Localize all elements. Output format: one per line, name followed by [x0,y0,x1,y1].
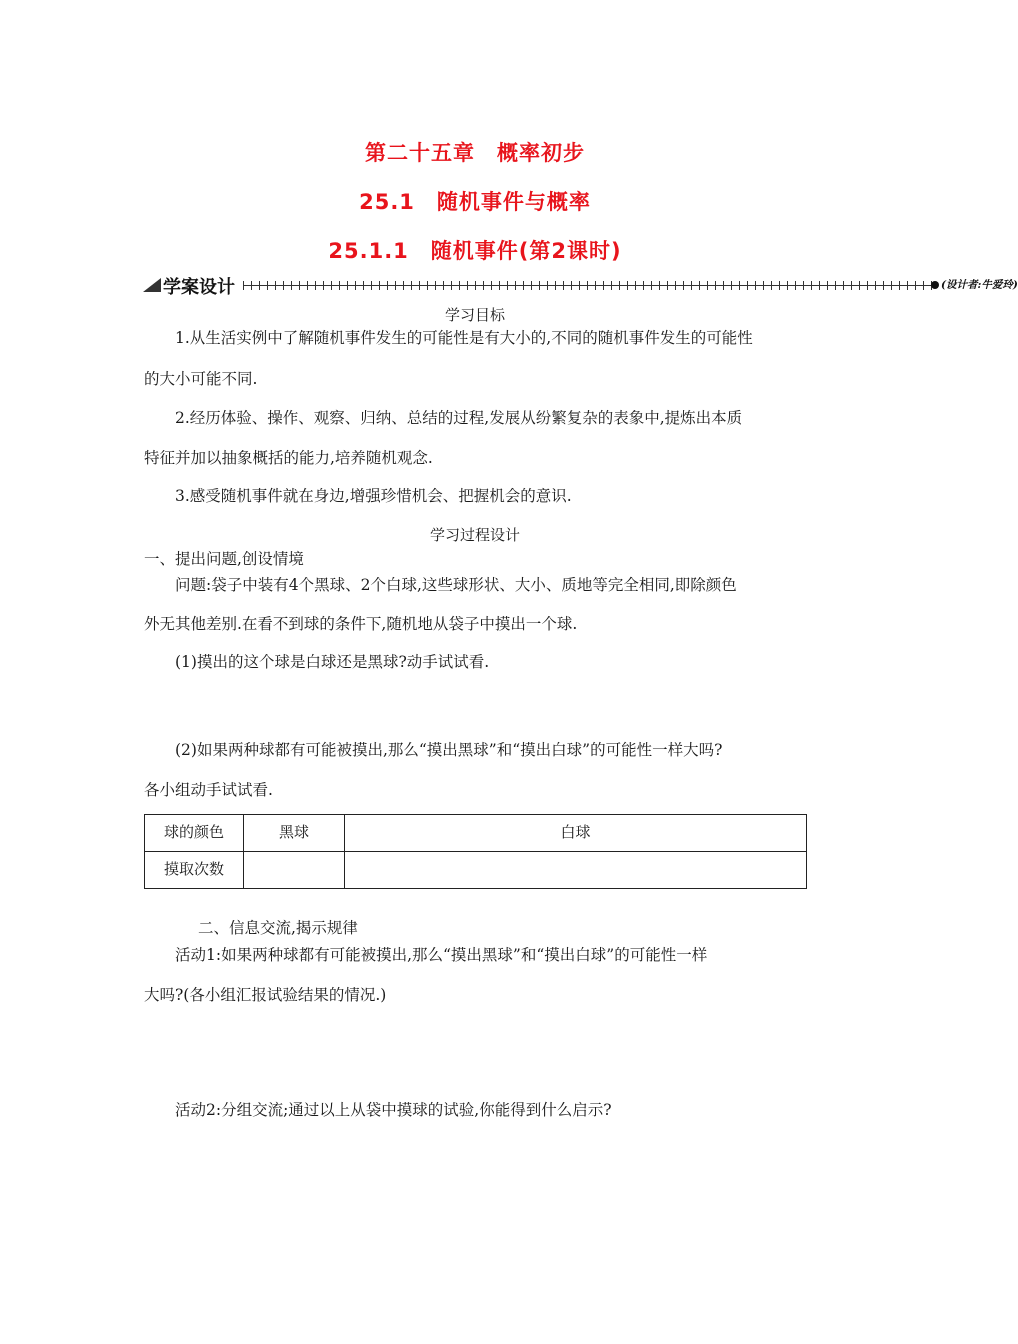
question-2-line-2: 各小组动手试试看. [144,781,273,799]
problem-line-2: 外无其他差别.在看不到球的条件下,随机地从袋子中摸出一个球. [144,615,578,633]
objective-3: 3.感受随机事件就在身边,增强珍惜机会、把握机会的意识. [175,487,572,505]
activity-2: 活动2:分组交流;通过以上从袋中摸球的试验,你能得到什么启示? [175,1101,612,1119]
table-cell: 摸取次数 [145,852,244,889]
part-1-heading: 一、提出问题,创设情境 [144,550,304,568]
objective-1-line-1: 1.从生活实例中了解随机事件发生的可能性是有大小的,不同的随机事件发生的可能性 [175,329,753,347]
banner-ruler-ticks [243,281,933,290]
objective-1-line-2: 的大小可能不同. [144,370,258,388]
results-table [144,814,807,889]
section-title: 25.1 随机事件与概率 [359,190,591,214]
objective-2-line-1: 2.经历体验、操作、观察、归纳、总结的过程,发展从纷繁复杂的表象中,提炼出本质 [175,409,743,427]
designer-credit: (设计者:牛爱玲) [941,279,1018,291]
part-2-heading: 二、信息交流,揭示规律 [198,919,358,937]
question-2-line-1: (2)如果两种球都有可能被摸出,那么“摸出黑球”和“摸出白球”的可能性一样大吗? [175,741,723,759]
activity-1-line-1: 活动1:如果两种球都有可能被摸出,那么“摸出黑球”和“摸出白球”的可能性一样 [175,946,708,964]
table-cell: 黑球 [244,815,345,852]
table-header-row [145,815,807,852]
table-cell: 球的颜色 [145,815,244,852]
banner-label: 学案设计 [163,277,235,298]
banner-dot-icon [931,281,939,289]
table-cell [345,852,807,889]
chapter-title: 第二十五章 概率初步 [365,141,585,165]
objective-2-line-2: 特征并加以抽象概括的能力,培养随机观念. [144,449,433,467]
banner-triangle-icon [143,278,161,292]
objectives-heading: 学习目标 [444,306,505,324]
process-heading: 学习过程设计 [429,526,520,544]
study-plan-banner [143,272,1018,298]
problem-line-1: 问题:袋子中装有4个黑球、2个白球,这些球形状、大小、质地等完全相同,即除颜色 [175,576,737,594]
activity-1-line-2: 大吗?(各小组汇报试验结果的情况.) [144,986,387,1004]
subsection-title: 25.1.1 随机事件(第2课时) [328,239,622,263]
table-row [145,852,807,889]
table-cell [244,852,345,889]
table-cell: 白球 [345,815,807,852]
question-1: (1)摸出的这个球是白球还是黑球?动手试试看. [175,653,490,671]
